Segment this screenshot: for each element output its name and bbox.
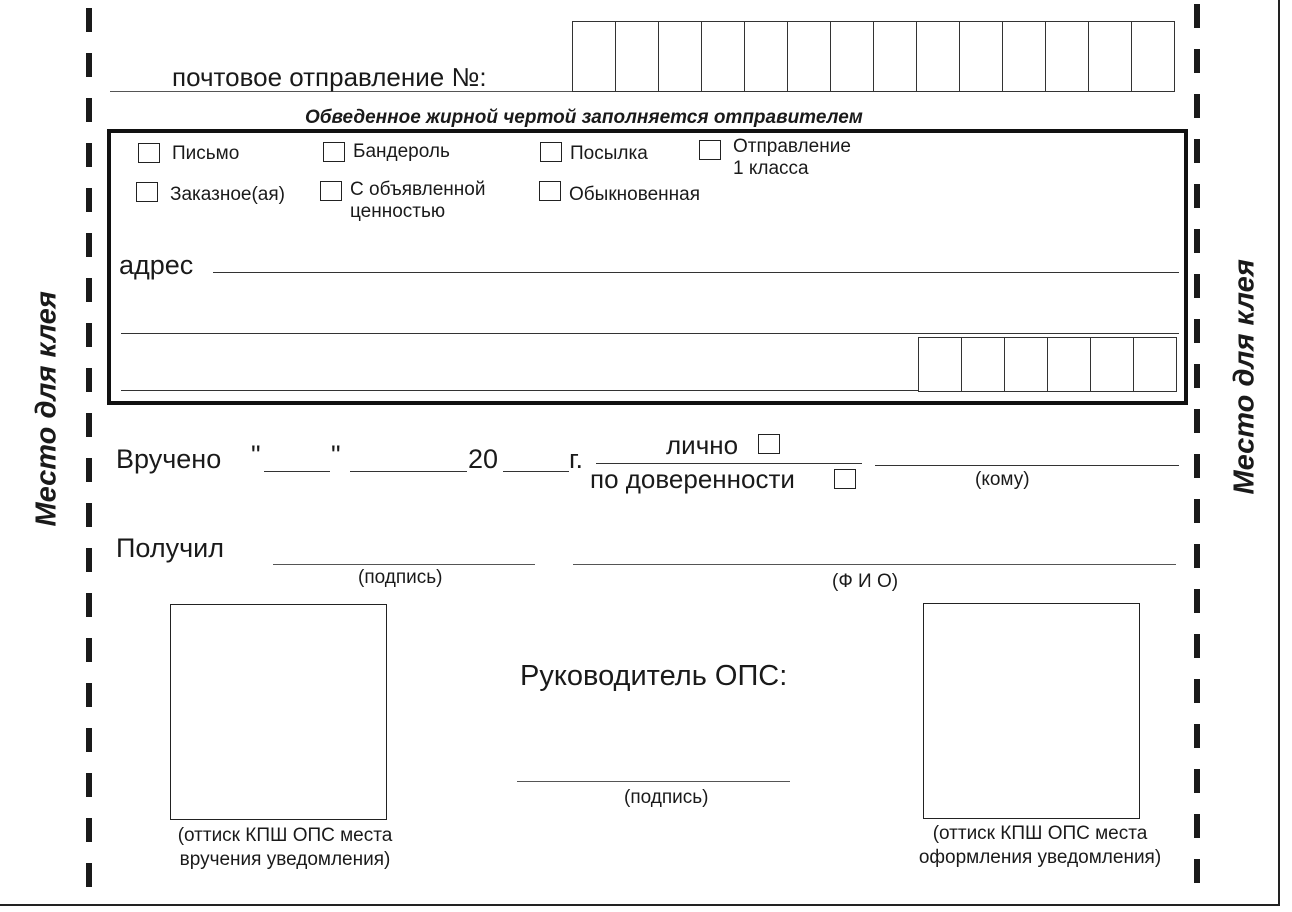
checkbox-by-proxy[interactable] [834,469,856,489]
stamp-caption-issuance-line1: (оттиск КПШ ОПС места [932,823,1148,844]
checkbox-letter[interactable] [138,143,160,163]
cut-line-dash [1194,4,1200,28]
postal-number-digit-cell[interactable] [615,21,659,92]
postal-index-digit-cell[interactable] [1090,337,1134,392]
cut-line-dash [86,773,92,797]
checkbox-label-parcel-post: Бандероль [353,141,450,162]
cut-line-dash [86,548,92,572]
year-suffix: г. [569,444,584,474]
cut-line-dash [86,503,92,527]
checkbox-label-declared-value: С объявленной ценностью [350,179,486,222]
cut-line-dash [86,98,92,122]
checkbox-package[interactable] [540,142,562,162]
cut-line-dash [1194,319,1200,343]
to-whom-line[interactable] [875,465,1179,466]
postal-number-digit-cell[interactable] [658,21,702,92]
cut-line-dash [1194,274,1200,298]
glue-area-label-right: Место для клея [1228,259,1261,495]
cut-line-dash [1194,94,1200,118]
cut-line-dash [86,458,92,482]
cut-line-dash [86,233,92,257]
cut-line-dash [1194,229,1200,253]
cut-line-dash [1194,679,1200,703]
cut-line-dash [86,413,92,437]
cut-line-dash [1194,769,1200,793]
checkbox-declared-value[interactable] [320,181,342,201]
quote-close: " [331,440,341,470]
personally-label: лично [666,430,739,460]
postal-number-digit-cell[interactable] [1088,21,1132,92]
address-line-2[interactable] [121,333,1179,334]
to-whom-caption: (кому) [975,469,1030,490]
cut-line-dash [86,863,92,887]
cut-line-dash [86,188,92,212]
right-cut-line [1194,4,1200,904]
head-signature-line[interactable] [517,781,790,782]
postal-index-digit-cell[interactable] [1133,337,1177,392]
received-fio-caption: (Ф И О) [832,571,899,592]
cut-line-dash [86,53,92,77]
cut-line-dash [86,278,92,302]
cut-line-dash [1194,544,1200,568]
checkbox-label-first-class: Отправление 1 класса [733,136,851,179]
cut-line-dash [86,368,92,392]
cut-line-dash [1194,499,1200,523]
postal-number-digit-cell[interactable] [1045,21,1089,92]
postal-index-digit-cell[interactable] [1047,337,1091,392]
cut-line-dash [1194,589,1200,613]
received-label: Получил [116,533,224,563]
cut-line-dash [86,818,92,842]
checkbox-ordinary[interactable] [539,181,561,201]
left-cut-line [86,8,92,908]
checkbox-registered[interactable] [136,182,158,202]
cut-line-dash [86,638,92,662]
postal-number-digit-cell[interactable] [744,21,788,92]
received-signature-caption: (подпись) [358,567,443,588]
cut-line-dash [1194,724,1200,748]
stamp-caption-issuance-line2: оформления уведомления) [918,847,1162,868]
day-field[interactable] [264,471,330,472]
cut-line-dash [86,8,92,32]
postal-number-digit-cell[interactable] [959,21,1003,92]
received-fio-line[interactable] [573,564,1176,565]
checkbox-label-registered: Заказное(ая) [170,184,285,205]
cut-line-dash [86,683,92,707]
cut-line-dash [1194,184,1200,208]
postal-index-digit-cell[interactable] [918,337,962,392]
checkbox-personally[interactable] [758,434,780,454]
cut-line-dash [86,593,92,617]
head-signature-caption: (подпись) [624,787,709,808]
cut-line-dash [86,323,92,347]
quote-open: " [251,440,261,470]
glue-area-label-left: Место для клея [30,291,63,527]
cut-line-dash [86,728,92,752]
checkbox-first-class[interactable] [699,140,721,160]
head-of-office-label: Руководитель ОПС: [520,660,788,692]
cut-line-dash [1194,409,1200,433]
postal-number-digit-cell[interactable] [1002,21,1046,92]
address-label: адрес [119,250,194,280]
year-field[interactable] [503,471,569,472]
address-line-3[interactable] [121,390,919,391]
stamp-caption-delivery [140,824,430,872]
stamp-box-issuance [923,603,1140,819]
postal-number-digit-cell[interactable] [916,21,960,92]
by-proxy-label: по доверенности [590,464,795,494]
postal-index-digit-cell[interactable] [961,337,1005,392]
postal-number-cells[interactable] [572,21,1175,92]
month-field[interactable] [350,471,467,472]
instruction-text: Обведенное жирной чертой заполняется отправителем [305,107,863,128]
cut-line-dash [1194,454,1200,478]
postal-number-digit-cell[interactable] [701,21,745,92]
checkbox-label-package: Посылка [570,143,648,164]
cut-line-dash [1194,634,1200,658]
checkbox-label-ordinary: Обыкновенная [569,184,700,205]
stamp-box-delivery [170,604,387,820]
postal-number-digit-cell[interactable] [830,21,874,92]
cut-line-dash [1194,49,1200,73]
address-line-1[interactable] [213,272,1179,273]
cut-line-dash [1194,364,1200,388]
cut-line-dash [86,143,92,167]
postal-number-digit-cell[interactable] [1131,21,1175,92]
postal-number-digit-cell[interactable] [873,21,917,92]
stamp-caption-issuance [890,822,1190,870]
postal-item-label: почтовое отправление №: [172,62,487,92]
cut-line-dash [1194,814,1200,838]
checkbox-label-letter: Письмо [172,143,240,164]
delivered-label: Вручено [116,444,222,474]
cut-line-dash [1194,859,1200,883]
postal-index-digit-cell[interactable] [1004,337,1048,392]
cut-line-dash [1194,139,1200,163]
postal-number-digit-cell[interactable] [787,21,831,92]
stamp-caption-delivery-line1: (оттиск КПШ ОПС места [177,825,393,846]
stamp-caption-delivery-line2: вручения уведомления) [179,849,391,870]
checkbox-parcel-post[interactable] [323,142,345,162]
postal-index-cells[interactable] [918,337,1177,392]
postal-number-digit-cell[interactable] [572,21,616,92]
year-prefix: 20 [468,444,499,474]
received-signature-line[interactable] [273,564,535,565]
